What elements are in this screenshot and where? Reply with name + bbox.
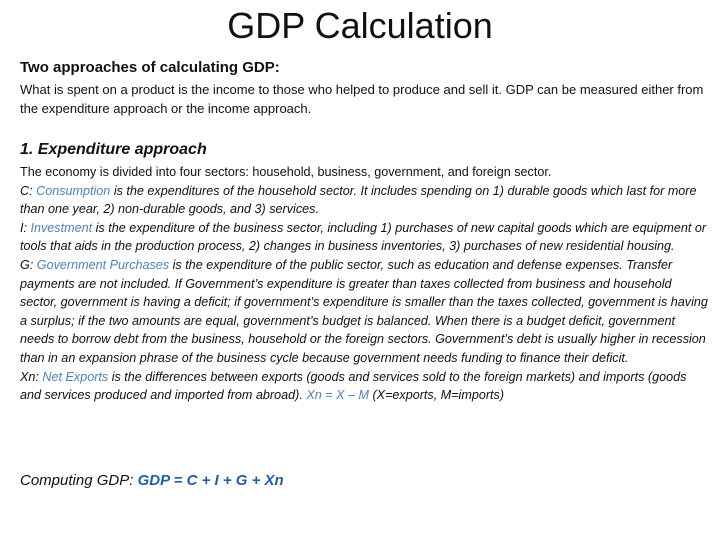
section-title: 1. Expenditure approach [20,141,207,158]
computing-gdp [20,471,284,491]
government-prefix: G: [20,257,34,272]
page-title: GDP Calculation [227,5,493,46]
government-term: Government Purchases [36,257,170,272]
gdp-formula: GDP = C + I + G + Xn [137,472,284,489]
government-paragraph [20,256,710,368]
net-exports-term: Net Exports [42,369,109,384]
net-exports-formula-note: (X=exports, M=imports) [372,388,505,403]
investment-text: is the expenditure of the business sector, including 1) purchases of new capital goods which are equipment or tools that aids in the production process, 2) changes in business inventories, 3) purchases of new residential housing. [20,220,707,254]
investment-term: Investment [30,220,93,235]
computing-label: Computing GDP: [20,472,134,489]
subheading: Two approaches of calculating GDP: [20,59,280,76]
consumption-prefix: C: [20,183,33,198]
net-exports-formula: Xn = X – M [306,388,369,403]
net-exports-prefix: Xn: [20,369,39,384]
sectors-line: The economy is divided into four sectors: household, business, government, and foreign sector. [20,165,552,179]
consumption-paragraph [20,182,710,219]
investment-paragraph [20,219,710,256]
consumption-term: Consumption [36,183,111,198]
investment-prefix: I: [20,220,27,235]
net-exports-paragraph [20,368,710,405]
government-text: is the expenditure of the public sector, such as education and defense expenses. Transfer payments are not included. If Government’s expenditure is greater than taxes collected from business and household sector, government is having a deficit; if government’s expenditure is smaller than the taxes collected, government is having a surplus; if the two amounts are equal, government’s budget is balanced. When there is a budget deficit, government needs to borrow debt from the business, household or the foreign sectors. Government’s debt is usually higher in recession than in an expansion phrase of the business cycle because government needs funding to finance their deficit. [20,257,708,365]
consumption-text: is the expenditures of the household sector. It includes spending on 1) durable goods which last for more than one year, 2) non-durable goods, and 3) services. [20,183,697,217]
expenditure-body [20,163,710,405]
net-exports-text: is the differences between exports (goods and services sold to the foreign markets) and imports (goods and services produced and imported from abroad). [20,369,687,403]
intro-paragraph: What is spent on a product is the income to those who helped to produce and sell it. GDP can be measured either from the expenditure approach or the income approach. [20,82,704,116]
